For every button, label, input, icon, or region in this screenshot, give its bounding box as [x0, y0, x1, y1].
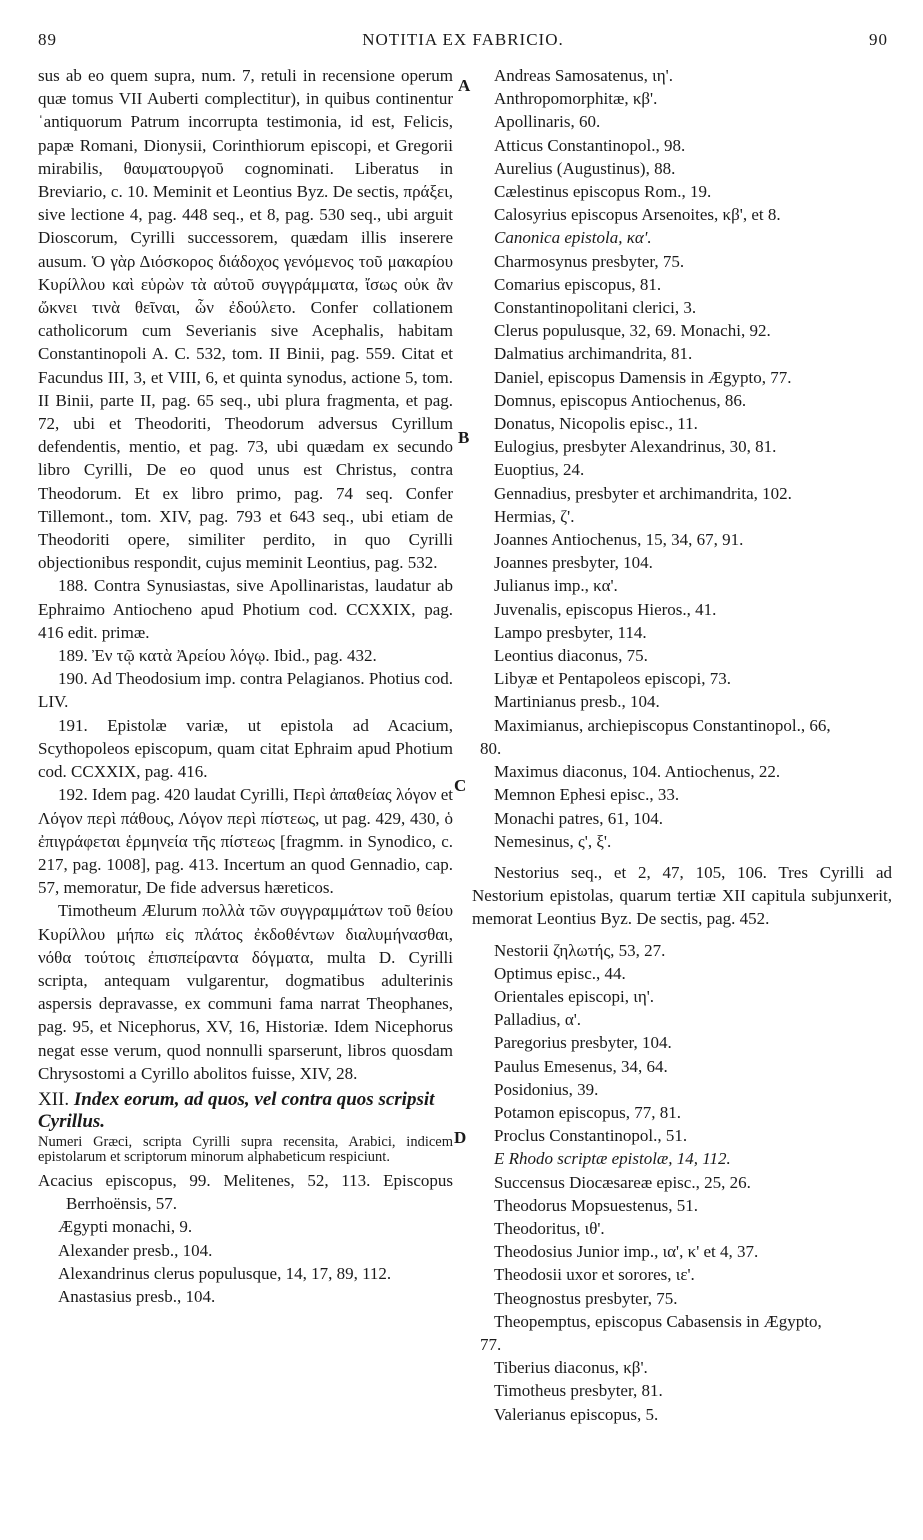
index-entry-theopemptus: Theopemptus, episcopus Cabasensis in Ægypto, [494, 1311, 822, 1331]
index-entry: Succensus Diocæsareæ episc., 25, 26. [494, 1172, 751, 1192]
margin-letter-d: D [454, 1128, 467, 1147]
index-entry-continuation: 77. [480, 1334, 502, 1354]
index-entry: Anthropomorphitæ, κβ'. [494, 89, 658, 109]
index-entry: Nemesinus, ς', ξ'. [494, 831, 612, 851]
paragraph-opening: sus ab eo quem supra, num. 7, retuli in recensione operum quæ tomus VII Auberti complectitur), in quibus continentur ˈantiquorum Patrum incorrupta testimonia, id est, Felicis, papæ Romani, Dionysii, Corinthiorum episcopi, et Gregorii mirabilis, θαυματουργοῦ cognominati. Liberatus in Breviario, c. 10. Meminit et Leontius Byz. De sectis, πράξει, sive lectione 4, pag. 448 seq., et 8, pag. 530 seq., ubi arguit Dioscorum, Cyrilli successorem, quædam illis inserere ausum. Ὁ γὰρ Διόσκορος διάδοχος γενόμενος τοῦ μακαρίου Κυρίλλου καὶ εὑρὼν τὰ αὐτοῦ συγγράμματα, ἴσως οὐκ ἂν ὤκνει τινὰ θεῖναι, ὧν ἐδούλετο. Confer collationem catholicorum cum Severianis sive Acephalis, habitam Constantinopoli A. C. 532, tom. II Binii, pag. 559. Citat et Facundus III, 3, et VIII, 6, et quinta synodus, actione 5, tom. II Binii, parte II, pag. 65 seq., ubi plura fragmenta, et pag. 72, ubi et Theodoriti, Theodorum adversus Cyrillum defendentis, mentio, et pag. 73, ubi quædam ex secundo libro Cyrilli, De eo quod unus est Christus, contra Theodorum. Et ex libro primo, pag. 74 seq. Confer Tillemont., tom. XIV, pag. 793 et 643 seq., ubi etiam de Theodoriti opere, similiter perdito, in quo Cyrilli objectionibus respondit, cujus meminit Leontius, pag. 532. [38, 66, 453, 573]
index-entry: Euoptius, 24. [494, 460, 585, 480]
index-entry: Valerianus episcopus, 5. [494, 1404, 659, 1424]
index-entry: Atticus Constantinopol., 98. [494, 135, 686, 155]
index-entry: Ægypti monachi, 9. [58, 1217, 193, 1237]
index-entry: Cælestinus episcopus Rom., 19. [494, 182, 712, 202]
index-entry: Gennadius, presbyter et archimandrita, 102. [494, 483, 792, 503]
section-number: XII. [38, 1088, 70, 1110]
index-entry: Andreas Samosatenus, ιη'. [494, 66, 673, 85]
index-entry: Hermias, ζ'. [494, 506, 575, 526]
page-header [38, 30, 888, 56]
index-entry: Dalmatius archimandrita, 81. [494, 344, 693, 364]
index-entry: Theodorus Mopsuestenus, 51. [494, 1195, 698, 1215]
index-entry: Eulogius, presbyter Alexandrinus, 30, 81. [494, 437, 777, 457]
paragraph-190: 190. Ad Theodosium imp. contra Pelagianos. Photius cod. LIV. [38, 669, 453, 712]
index-entry: Domnus, episcopus Antiochenus, 86. [494, 390, 747, 410]
section-title: Index eorum, ad quos, vel contra quos scripsit Cyrillus. [38, 1088, 435, 1132]
index-entry: Maximus diaconus, 104. Antiochenus, 22. [494, 762, 781, 782]
index-entry: Paregorius presbyter, 104. [494, 1033, 672, 1053]
index-entry: Alexander presb., 104. [58, 1240, 213, 1260]
index-entry: Joannes presbyter, 104. [494, 553, 653, 573]
index-entry: Julianus imp., κα'. [494, 576, 618, 596]
paragraph-192: 192. Idem pag. 420 laudat Cyrilli, Περὶ ἀπαθείας λόγον et Λόγον περὶ πάθους, Λόγον περὶ πίστεως, ut pag. 429, 430, ὁ ἐπιγράφεται ἑρμηνεία τῆς πίστεως [fragmm. in Synodico, c. 217, pag. 1008], pag. 413. Incertum an quod Gennadio, cap. 57, memoratur, De fide adversus hæreticos. [38, 785, 453, 898]
index-entry: Comarius episcopus, 81. [494, 274, 662, 294]
index-entry: Acacius episcopus, 99. Melitenes, 52, 113. Episcopus Berrhoënsis, 57. [38, 1170, 453, 1214]
paragraph-191: 191. Epistolæ variæ, ut epistola ad Acacium, Scythopoleos episcopum, quam citat Ephraim apud Photium cod. CCXXIX, pag. 416. [38, 715, 453, 782]
index-entry: Donatus, Nicopolis episc., 11. [494, 414, 698, 434]
index-entry: Palladius, α'. [494, 1010, 582, 1030]
index-entry-nestorius: Nestorius seq., et 2, 47, 105, 106. Tres Cyrilli ad Nestorium epistolas, quarum tertiæ XII capitula subjunxerit, memorat Leontius Byz. De sectis, pag. 452. [472, 862, 892, 929]
index-entry: Memnon Ephesi episc., 33. [494, 785, 680, 805]
index-entry: Daniel, episcopus Damensis in Ægypto, 77. [494, 367, 792, 387]
index-entry: Calosyrius episcopus Arsenoites, κβ', et 8. [494, 205, 781, 225]
index-entry: Aurelius (Augustinus), 88. [494, 158, 676, 178]
margin-letter-c: C [454, 776, 467, 795]
index-entry: Optimus episc., 44. [494, 963, 626, 983]
index-note: Numeri Græci, scripta Cyrilli supra recensita, Arabici, indicem epistolarum et scriptorum minorum alphabeticum respiciunt. [38, 1133, 453, 1165]
index-entry: Theognostus presbyter, 75. [494, 1288, 678, 1308]
left-column [38, 64, 453, 1308]
index-entry: Theodosius Junior imp., ια', κ' et 4, 37. [494, 1242, 759, 1262]
index-entry: Martinianus presb., 104. [494, 692, 660, 712]
index-entry: Juvenalis, episcopus Hieros., 41. [494, 599, 717, 619]
index-entry: Nestorii ζηλωτής, 53, 27. [494, 940, 666, 960]
index-entry: Tiberius diaconus, κβ'. [494, 1358, 648, 1378]
paragraph-188: 188. Contra Synusiastas, sive Apollinaristas, laudatur ab Ephraimo Antiocheno apud Photium cod. CCXXIX, pag. 416 edit. primæ. [38, 576, 453, 642]
index-entry: Posidonius, 39. [494, 1079, 599, 1099]
index-entry: Proclus Constantinopol., 51. [494, 1126, 688, 1146]
margin-letter-b: B [458, 428, 470, 447]
page-number-right: 90 [869, 30, 888, 49]
index-entry: Clerus populusque, 32, 69. Monachi, 92. [494, 321, 771, 341]
margin-letter-a: A [458, 76, 471, 95]
index-entry-maximianus: Maximianus, archiepiscopus Constantinopol., 66, [494, 715, 831, 735]
index-entry: Charmosynus presbyter, 75. [494, 251, 685, 271]
index-entry: Libyæ et Pentapoleos episcopi, 73. [494, 669, 732, 689]
paragraph-189: 189. Ἐν τῷ κατὰ Ἀρείου λόγῳ. Ibid., pag. 432. [58, 646, 377, 666]
index-entry: Lampo presbyter, 114. [494, 622, 647, 642]
index-entry: Orientales episcopi, ιη'. [494, 986, 655, 1006]
index-entry: Anastasius presb., 104. [58, 1286, 216, 1306]
index-entry: Paulus Emesenus, 34, 64. [494, 1056, 668, 1076]
index-entry: Constantinopolitani clerici, 3. [494, 298, 697, 318]
page-number-left: 89 [38, 30, 57, 49]
index-entry: Monachi patres, 61, 104. [494, 808, 664, 828]
index-entry: Theodosii uxor et sorores, ιε'. [494, 1265, 695, 1285]
index-entry-continuation: 80. [480, 738, 502, 758]
paragraph-timotheus: Timotheum Ælurum πολλὰ τῶν συγγραμμάτων τοῦ θείου Κυρίλλου μήπω εἰς πλάτος ἐκδοθέντων διαλυμήνασθαι, νόθα τούτοις ἐπισπείραντα δόγματα, multa D. Cyrilli scripta, antequam vulgarentur, dogmatibus adulterinis aspersis depravasse, ex communi fama narrat Theophanes, pag. 95, et Nicephorus, XV, 16, Historiæ. Idem Nicephorus negat esse verum, quod nonnulli sparserunt, libros quosdam Chrysostomi a Cyrillo abolitos fuisse, XIV, 28. [38, 901, 453, 1083]
index-entry: Potamon episcopus, 77, 81. [494, 1102, 681, 1122]
right-column [472, 64, 892, 1426]
index-entry: Canonica epistola, κα'. [494, 228, 652, 248]
index-entry: E Rhodo scriptæ epistolæ, 14, 112. [494, 1149, 731, 1169]
running-title: NOTITIA EX FABRICIO. [362, 30, 564, 49]
index-entry: Joannes Antiochenus, 15, 34, 67, 91. [494, 530, 744, 550]
index-entry: Leontius diaconus, 75. [494, 646, 648, 666]
index-entry: Timotheus presbyter, 81. [494, 1381, 663, 1401]
section-xii-heading [38, 1089, 453, 1133]
index-entry: Apollinaris, 60. [494, 112, 601, 132]
index-entry: Alexandrinus clerus populusque, 14, 17, 89, 112. [58, 1263, 392, 1283]
index-entry: Theodoritus, ιθ'. [494, 1218, 605, 1238]
